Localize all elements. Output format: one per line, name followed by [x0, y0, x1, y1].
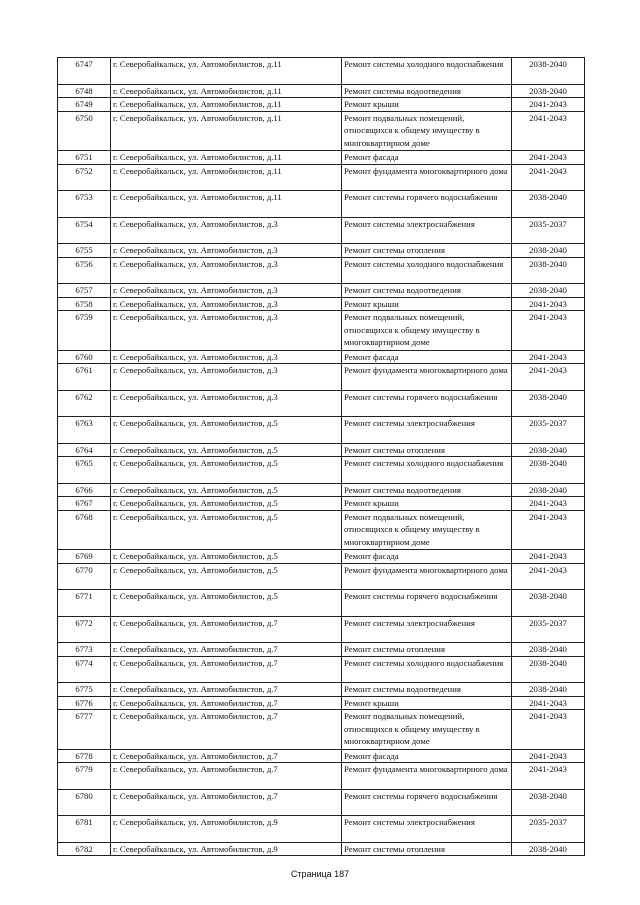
table-row	[58, 364, 585, 391]
address-cell: г. Северобайкальск, ул. Автомобилистов, д.7	[111, 696, 342, 710]
period-cell: 2041-2043	[512, 550, 585, 564]
row-number-cell: 6760	[58, 350, 111, 364]
address-cell: г. Северобайкальск, ул. Автомобилистов, д.11	[111, 164, 342, 191]
row-number-cell: 6753	[58, 191, 111, 218]
address-cell: г. Северобайкальск, ул. Автомобилистов, д.5	[111, 483, 342, 497]
period-cell: 2038-2040	[512, 244, 585, 258]
period-cell: 2038-2040	[512, 390, 585, 417]
work-type-cell: Ремонт системы отопления	[342, 643, 512, 657]
work-type-cell: Ремонт фундамента многоквартирного дома	[342, 164, 512, 191]
row-number-cell: 6754	[58, 217, 111, 244]
address-cell: г. Северобайкальск, ул. Автомобилистов, д.7	[111, 749, 342, 763]
address-cell: г. Северобайкальск, ул. Автомобилистов, д.5	[111, 443, 342, 457]
address-cell: г. Северобайкальск, ул. Автомобилистов, д.11	[111, 98, 342, 112]
table-row	[58, 417, 585, 444]
work-type-cell: Ремонт подвальных помещений, относящихся к общему имуществу в многоквартирном доме	[342, 510, 512, 550]
work-type-cell: Ремонт системы горячего водоснабжения	[342, 191, 512, 218]
work-type-cell: Ремонт крыши	[342, 98, 512, 112]
period-cell: 2041-2043	[512, 111, 585, 151]
table-row	[58, 563, 585, 590]
table-row	[58, 457, 585, 484]
address-cell: г. Северобайкальск, ул. Автомобилистов, д.11	[111, 58, 342, 85]
work-type-cell: Ремонт фундамента многоквартирного дома	[342, 364, 512, 391]
row-number-cell: 6764	[58, 443, 111, 457]
period-cell: 2035-2037	[512, 616, 585, 643]
work-type-cell: Ремонт системы электроснабжения	[342, 417, 512, 444]
work-type-cell: Ремонт системы водоотведения	[342, 483, 512, 497]
row-number-cell: 6774	[58, 656, 111, 683]
period-cell: 2038-2040	[512, 284, 585, 298]
row-number-cell: 6779	[58, 763, 111, 790]
work-type-cell: Ремонт системы горячего водоснабжения	[342, 590, 512, 617]
table-row	[58, 284, 585, 298]
period-cell: 2041-2043	[512, 98, 585, 112]
table-row	[58, 390, 585, 417]
period-cell: 2041-2043	[512, 749, 585, 763]
address-cell: г. Северобайкальск, ул. Автомобилистов, д.5	[111, 590, 342, 617]
address-cell: г. Северобайкальск, ул. Автомобилистов, д.3	[111, 297, 342, 311]
work-type-cell: Ремонт системы отопления	[342, 443, 512, 457]
row-number-cell: 6757	[58, 284, 111, 298]
row-number-cell: 6776	[58, 696, 111, 710]
page-number-footer: Страница 187	[290, 869, 350, 879]
work-type-cell: Ремонт системы холодного водоснабжения	[342, 257, 512, 284]
address-cell: г. Северобайкальск, ул. Автомобилистов, д.7	[111, 643, 342, 657]
table-row	[58, 191, 585, 218]
period-cell: 2041-2043	[512, 763, 585, 790]
period-cell: 2038-2040	[512, 590, 585, 617]
table-row	[58, 789, 585, 816]
row-number-cell: 6771	[58, 590, 111, 617]
row-number-cell: 6763	[58, 417, 111, 444]
table-row	[58, 257, 585, 284]
table-row	[58, 483, 585, 497]
period-cell: 2041-2043	[512, 710, 585, 750]
table-row	[58, 297, 585, 311]
row-number-cell: 6756	[58, 257, 111, 284]
table-row	[58, 84, 585, 98]
address-cell: г. Северобайкальск, ул. Автомобилистов, д.5	[111, 417, 342, 444]
table-row	[58, 550, 585, 564]
row-number-cell: 6781	[58, 816, 111, 843]
table-row	[58, 590, 585, 617]
work-type-cell: Ремонт подвальных помещений, относящихся к общему имуществу в многоквартирном доме	[342, 311, 512, 351]
work-type-cell: Ремонт системы отопления	[342, 244, 512, 258]
work-type-cell: Ремонт системы холодного водоснабжения	[342, 656, 512, 683]
work-type-cell: Ремонт системы холодного водоснабжения	[342, 457, 512, 484]
table-row	[58, 683, 585, 697]
table-row	[58, 443, 585, 457]
work-type-cell: Ремонт фасада	[342, 151, 512, 165]
table-row	[58, 749, 585, 763]
table-row	[58, 842, 585, 856]
row-number-cell: 6749	[58, 98, 111, 112]
period-cell: 2038-2040	[512, 483, 585, 497]
work-type-cell: Ремонт фундамента многоквартирного дома	[342, 763, 512, 790]
address-cell: г. Северобайкальск, ул. Автомобилистов, д.11	[111, 111, 342, 151]
work-type-cell: Ремонт крыши	[342, 297, 512, 311]
period-cell: 2038-2040	[512, 789, 585, 816]
row-number-cell: 6778	[58, 749, 111, 763]
table-row	[58, 311, 585, 351]
table-row	[58, 510, 585, 550]
row-number-cell: 6750	[58, 111, 111, 151]
row-number-cell: 6765	[58, 457, 111, 484]
work-type-cell: Ремонт системы горячего водоснабжения	[342, 789, 512, 816]
row-number-cell: 6748	[58, 84, 111, 98]
address-cell: г. Северобайкальск, ул. Автомобилистов, д.11	[111, 191, 342, 218]
row-number-cell: 6766	[58, 483, 111, 497]
work-type-cell: Ремонт системы электроснабжения	[342, 616, 512, 643]
work-type-cell: Ремонт крыши	[342, 497, 512, 511]
address-cell: г. Северобайкальск, ул. Автомобилистов, д.11	[111, 151, 342, 165]
work-type-cell: Ремонт системы электроснабжения	[342, 217, 512, 244]
row-number-cell: 6751	[58, 151, 111, 165]
period-cell: 2035-2037	[512, 217, 585, 244]
period-cell: 2041-2043	[512, 563, 585, 590]
table-row	[58, 164, 585, 191]
address-cell: г. Северобайкальск, ул. Автомобилистов, д.3	[111, 217, 342, 244]
address-cell: г. Северобайкальск, ул. Автомобилистов, д.7	[111, 683, 342, 697]
address-cell: г. Северобайкальск, ул. Автомобилистов, д.7	[111, 616, 342, 643]
period-cell: 2035-2037	[512, 417, 585, 444]
row-number-cell: 6775	[58, 683, 111, 697]
row-number-cell: 6752	[58, 164, 111, 191]
address-cell: г. Северобайкальск, ул. Автомобилистов, д.9	[111, 816, 342, 843]
row-number-cell: 6782	[58, 842, 111, 856]
work-type-cell: Ремонт системы отопления	[342, 842, 512, 856]
period-cell: 2041-2043	[512, 497, 585, 511]
address-cell: г. Северобайкальск, ул. Автомобилистов, д.5	[111, 550, 342, 564]
address-cell: г. Северобайкальск, ул. Автомобилистов, д.3	[111, 350, 342, 364]
period-cell: 2035-2037	[512, 816, 585, 843]
work-type-cell: Ремонт фасада	[342, 350, 512, 364]
work-type-cell: Ремонт фасада	[342, 550, 512, 564]
period-cell: 2038-2040	[512, 257, 585, 284]
address-cell: г. Северобайкальск, ул. Автомобилистов, д.3	[111, 364, 342, 391]
address-cell: г. Северобайкальск, ул. Автомобилистов, д.5	[111, 497, 342, 511]
work-type-cell: Ремонт подвальных помещений, относящихся к общему имуществу в многоквартирном доме	[342, 111, 512, 151]
table-row	[58, 111, 585, 151]
work-type-cell: Ремонт крыши	[342, 696, 512, 710]
table-row	[58, 710, 585, 750]
row-number-cell: 6759	[58, 311, 111, 351]
table-body	[58, 58, 585, 856]
address-cell: г. Северобайкальск, ул. Автомобилистов, д.11	[111, 84, 342, 98]
address-cell: г. Северобайкальск, ул. Автомобилистов, д.3	[111, 257, 342, 284]
address-cell: г. Северобайкальск, ул. Автомобилистов, д.3	[111, 311, 342, 351]
table-row	[58, 497, 585, 511]
period-cell: 2041-2043	[512, 350, 585, 364]
address-cell: г. Северобайкальск, ул. Автомобилистов, д.3	[111, 390, 342, 417]
period-cell: 2041-2043	[512, 696, 585, 710]
work-type-cell: Ремонт системы водоотведения	[342, 683, 512, 697]
table-row	[58, 98, 585, 112]
address-cell: г. Северобайкальск, ул. Автомобилистов, д.5	[111, 457, 342, 484]
address-cell: г. Северобайкальск, ул. Автомобилистов, д.7	[111, 710, 342, 750]
table-row	[58, 616, 585, 643]
period-cell: 2041-2043	[512, 311, 585, 351]
row-number-cell: 6780	[58, 789, 111, 816]
work-type-cell: Ремонт фундамента многоквартирного дома	[342, 563, 512, 590]
period-cell: 2038-2040	[512, 191, 585, 218]
work-type-cell: Ремонт подвальных помещений, относящихся к общему имуществу в многоквартирном доме	[342, 710, 512, 750]
address-cell: г. Северобайкальск, ул. Автомобилистов, д.5	[111, 563, 342, 590]
period-cell: 2038-2040	[512, 656, 585, 683]
work-type-cell: Ремонт фасада	[342, 749, 512, 763]
period-cell: 2038-2040	[512, 842, 585, 856]
address-cell: г. Северобайкальск, ул. Автомобилистов, д.7	[111, 763, 342, 790]
row-number-cell: 6772	[58, 616, 111, 643]
row-number-cell: 6762	[58, 390, 111, 417]
period-cell: 2041-2043	[512, 364, 585, 391]
row-number-cell: 6767	[58, 497, 111, 511]
work-type-cell: Ремонт системы холодного водоснабжения	[342, 58, 512, 85]
table-row	[58, 350, 585, 364]
row-number-cell: 6747	[58, 58, 111, 85]
row-number-cell: 6768	[58, 510, 111, 550]
row-number-cell: 6777	[58, 710, 111, 750]
table-row	[58, 151, 585, 165]
address-cell: г. Северобайкальск, ул. Автомобилистов, д.3	[111, 284, 342, 298]
address-cell: г. Северобайкальск, ул. Автомобилистов, д.3	[111, 244, 342, 258]
period-cell: 2038-2040	[512, 84, 585, 98]
table-row	[58, 643, 585, 657]
period-cell: 2041-2043	[512, 151, 585, 165]
table-row	[58, 763, 585, 790]
row-number-cell: 6769	[58, 550, 111, 564]
work-type-cell: Ремонт системы электроснабжения	[342, 816, 512, 843]
table-row	[58, 217, 585, 244]
period-cell: 2041-2043	[512, 510, 585, 550]
table-row	[58, 816, 585, 843]
work-type-cell: Ремонт системы горячего водоснабжения	[342, 390, 512, 417]
period-cell: 2038-2040	[512, 443, 585, 457]
table-row	[58, 656, 585, 683]
period-cell: 2041-2043	[512, 297, 585, 311]
table-row	[58, 696, 585, 710]
row-number-cell: 6755	[58, 244, 111, 258]
work-type-cell: Ремонт системы водоотведения	[342, 284, 512, 298]
period-cell: 2038-2040	[512, 457, 585, 484]
table-row	[58, 244, 585, 258]
address-cell: г. Северобайкальск, ул. Автомобилистов, д.7	[111, 789, 342, 816]
period-cell: 2041-2043	[512, 164, 585, 191]
row-number-cell: 6758	[58, 297, 111, 311]
work-type-cell: Ремонт системы водоотведения	[342, 84, 512, 98]
row-number-cell: 6773	[58, 643, 111, 657]
period-cell: 2038-2040	[512, 643, 585, 657]
capital-repair-table	[57, 57, 585, 856]
table-row	[58, 58, 585, 85]
address-cell: г. Северобайкальск, ул. Автомобилистов, д.9	[111, 842, 342, 856]
row-number-cell: 6761	[58, 364, 111, 391]
row-number-cell: 6770	[58, 563, 111, 590]
address-cell: г. Северобайкальск, ул. Автомобилистов, д.5	[111, 510, 342, 550]
period-cell: 2038-2040	[512, 683, 585, 697]
period-cell: 2038-2040	[512, 58, 585, 85]
address-cell: г. Северобайкальск, ул. Автомобилистов, д.7	[111, 656, 342, 683]
